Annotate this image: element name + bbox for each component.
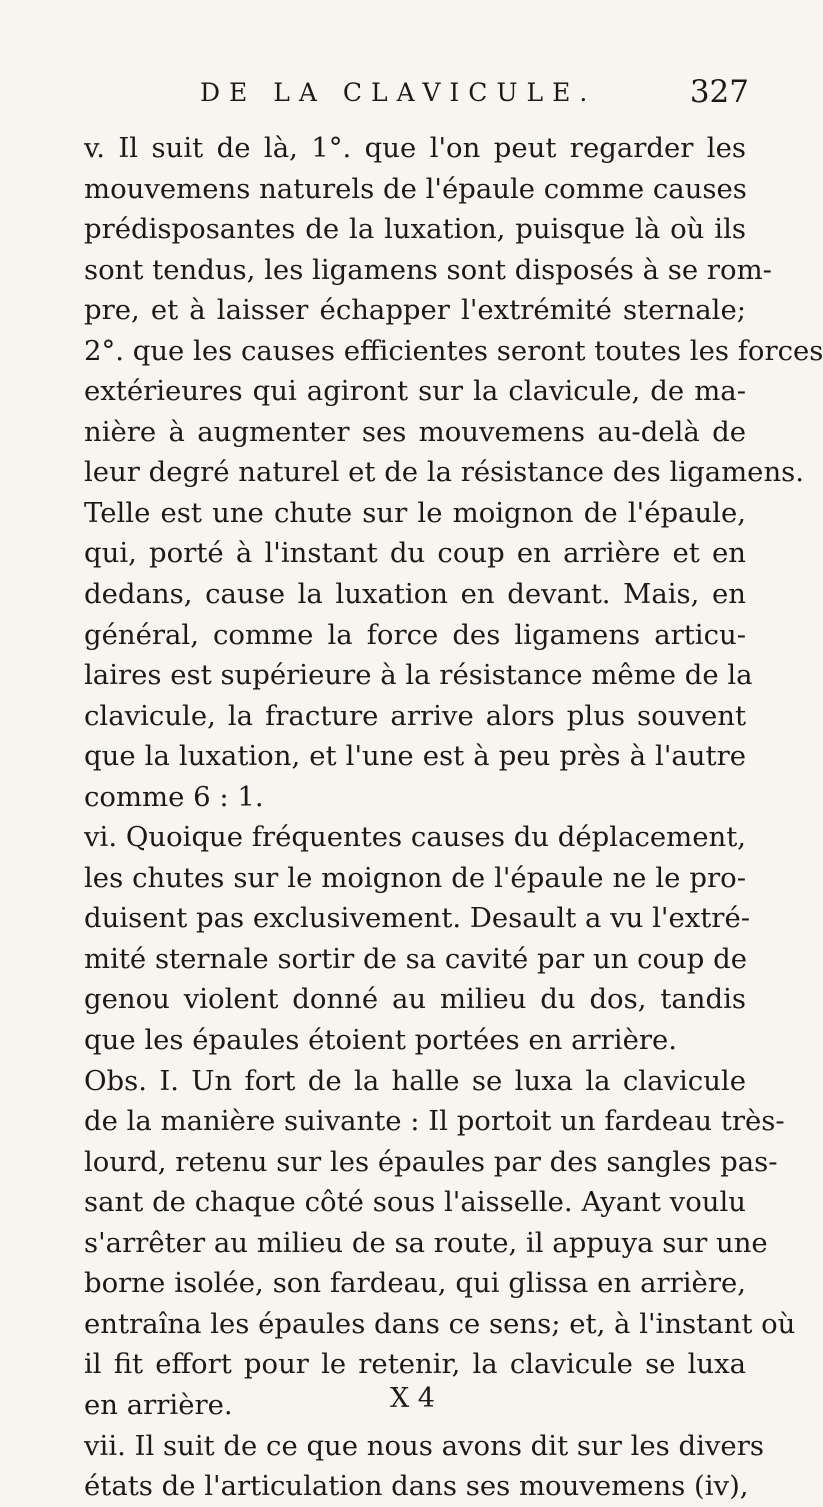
text-line: prédisposantes de la luxation, puisque là où ils xyxy=(84,213,746,246)
text-line: pre, et à laisser échapper l'extrémité sternale; xyxy=(84,294,746,327)
text-line: qui, porté à l'instant du coup en arrière et en xyxy=(84,537,746,570)
text-line: nière à augmenter ses mouvemens au-delà de xyxy=(84,415,746,448)
text-line: sant de chaque côté sous l'aisselle. Ayant voulu xyxy=(84,1186,746,1219)
text-line: clavicule, la fracture arrive alors plus souvent xyxy=(84,699,746,732)
text-line: dedans, cause la luxation en devant. Mais, en xyxy=(84,578,746,611)
text-line: duisent pas exclusivement. Desault a vu l'extré- xyxy=(84,902,751,935)
page-number: 327 xyxy=(689,74,749,110)
text-line: v. Il suit de là, 1°. que l'on peut regarder les xyxy=(84,132,746,164)
text-line: que la luxation, et l'une est à peu près à l'autre xyxy=(84,740,746,773)
page-header xyxy=(0,74,801,118)
text-line: laires est supérieure à la résistance même de la xyxy=(84,659,753,692)
text-line: états de l'articulation dans ses mouvemens (iv), xyxy=(84,1470,749,1503)
text-line: sont tendus, les ligamens sont disposés à se rom- xyxy=(84,253,772,286)
text-line: s'arrêter au milieu de sa route, il appuya sur une xyxy=(84,1226,768,1259)
text-line: 2°. que les causes efficientes seront toutes les forces xyxy=(84,334,823,367)
text-line: mité sternale sortir de sa cavité par un coup de xyxy=(84,942,747,975)
running-head: DE LA CLAVICULE. xyxy=(200,78,597,107)
text-line: que les épaules étoient portées en arrière. xyxy=(84,1024,678,1057)
text-line: de la manière suivante : Il portoit un fardeau très- xyxy=(84,1105,785,1138)
text-line: leur degré naturel et de la résistance des ligamens. xyxy=(84,456,805,489)
text-line: il fit effort pour le retenir, la clavicule se luxa xyxy=(84,1348,746,1381)
text-line: extérieures qui agiront sur la clavicule, de ma- xyxy=(84,375,746,408)
text-line: genou violent donné au milieu du dos, tandis xyxy=(84,983,746,1016)
text-line: comme 6 : 1. xyxy=(84,780,264,813)
signature-mark: X 4 xyxy=(390,1383,435,1414)
text-line: borne isolée, son fardeau, qui glissa en arrière, xyxy=(84,1267,746,1300)
text-line: en arrière. xyxy=(84,1388,233,1421)
text-line: Obs. I. Un fort de la halle se luxa la clavicule xyxy=(84,1064,746,1097)
text-line: général, comme la force des ligamens articu- xyxy=(84,618,746,651)
text-line: mouvemens naturels de l'épaule comme causes xyxy=(84,172,747,205)
text-line: lourd, retenu sur les épaules par des sangles pas- xyxy=(84,1145,778,1178)
text-line: vi. Quoique fréquentes causes du déplacement, xyxy=(84,821,746,854)
text-line: vii. Il suit de ce que nous avons dit sur les divers xyxy=(84,1429,764,1462)
text-line: Telle est une chute sur le moignon de l'épaule, xyxy=(84,496,746,529)
text-line: les chutes sur le moignon de l'épaule ne le pro- xyxy=(84,861,746,894)
text-line: entraîna les épaules dans ce sens; et, à l'instant où xyxy=(84,1307,796,1340)
body-text xyxy=(84,128,823,1507)
